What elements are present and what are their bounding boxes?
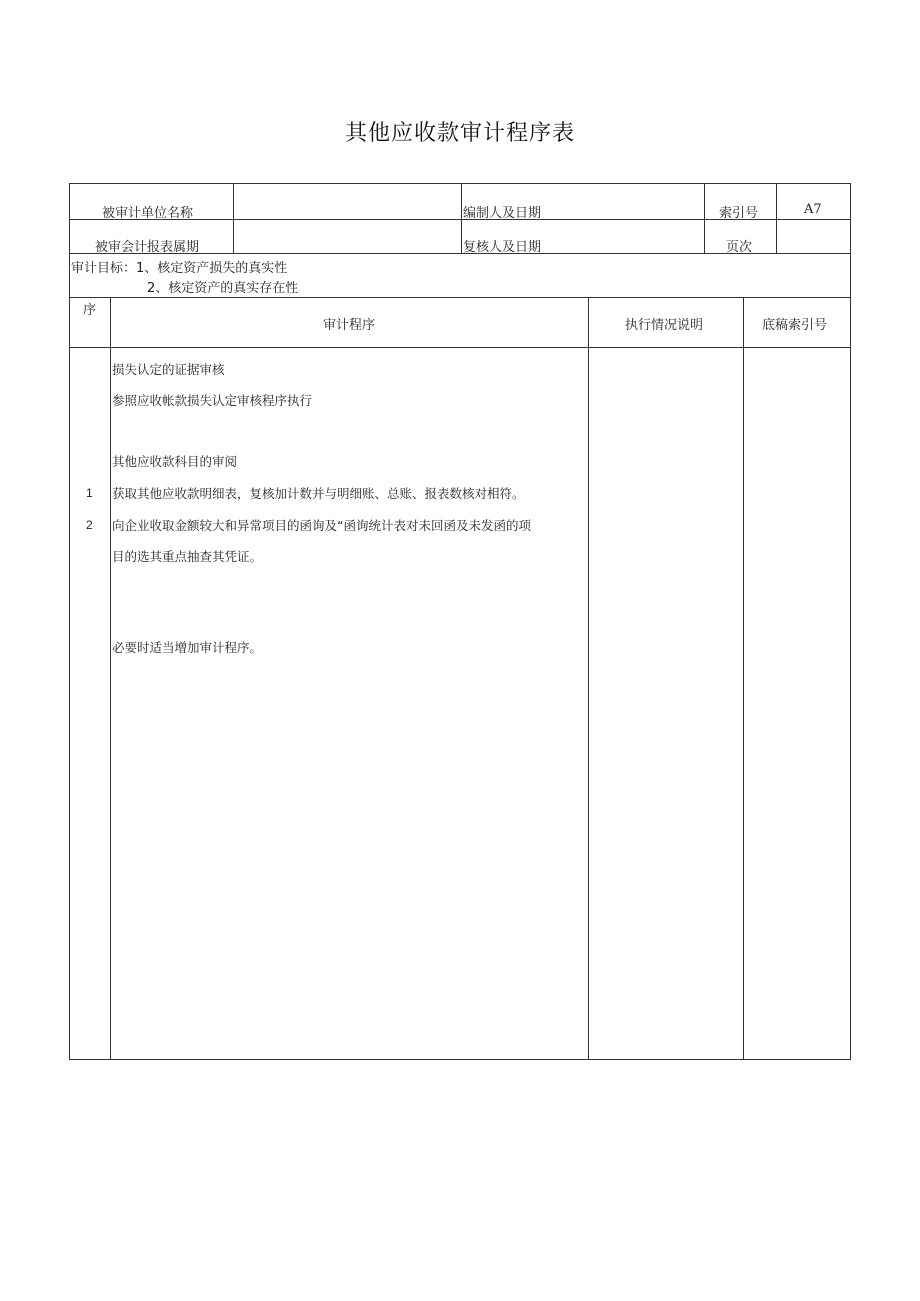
col-divider [110, 297, 111, 1060]
procedure-line: 目的选其重点抽查其凭证。 [112, 549, 263, 564]
seq-number: 1 [86, 486, 93, 500]
page-title: 其他应收款审计程序表 [344, 121, 575, 146]
table-border-bottom [69, 1059, 851, 1060]
row-divider [69, 297, 851, 298]
col-header-execution: 执行情况说明 [625, 318, 704, 333]
col-divider [704, 183, 705, 253]
col-divider [233, 183, 234, 253]
unit-name-label: 被审计单位名称 [102, 206, 194, 221]
procedure-line: 必要时适当增加审计程序。 [112, 640, 263, 655]
col-divider [776, 183, 777, 253]
prepared-by-label: 编制人及日期 [463, 206, 542, 221]
seq-number: 2 [86, 518, 93, 532]
table-border-left [69, 183, 70, 1060]
col-divider [461, 183, 462, 253]
page-no-label: 页次 [726, 240, 753, 255]
index-no-label: 索引号 [719, 206, 759, 221]
procedure-line: 获取其他应收款明细表，复核加计数并与明细账、总账、报表数核对相符。 [112, 486, 525, 501]
index-no-value: A7 [804, 202, 822, 217]
procedure-line: 损失认定的证据审核 [112, 362, 225, 377]
col-header-wp-index: 底稿索引号 [762, 318, 828, 333]
audit-objective-1: 审计目标：1、核定资产损失的真实性 [71, 261, 288, 276]
row-divider [69, 347, 851, 348]
col-divider [743, 297, 744, 1060]
reviewed-by-label: 复核人及日期 [463, 240, 542, 255]
table-border-right [850, 183, 851, 1060]
audit-objective-2: 2、核定资产的真实存在性 [147, 281, 299, 296]
col-header-seq: 序 [83, 303, 97, 318]
procedure-line: 其他应收款科目的审阅 [112, 454, 238, 469]
table-border-top [69, 183, 851, 184]
col-header-procedure: 审计程序 [323, 318, 376, 333]
procedure-line: 参照应收帐款损失认定审核程序执行 [112, 393, 313, 408]
col-divider [588, 297, 589, 1060]
procedure-line: 向企业收取金额较大和异常项目的函询及“函询统计表对未回函及未发函的项 [112, 518, 531, 533]
report-period-label: 被审会计报表属期 [95, 240, 200, 255]
